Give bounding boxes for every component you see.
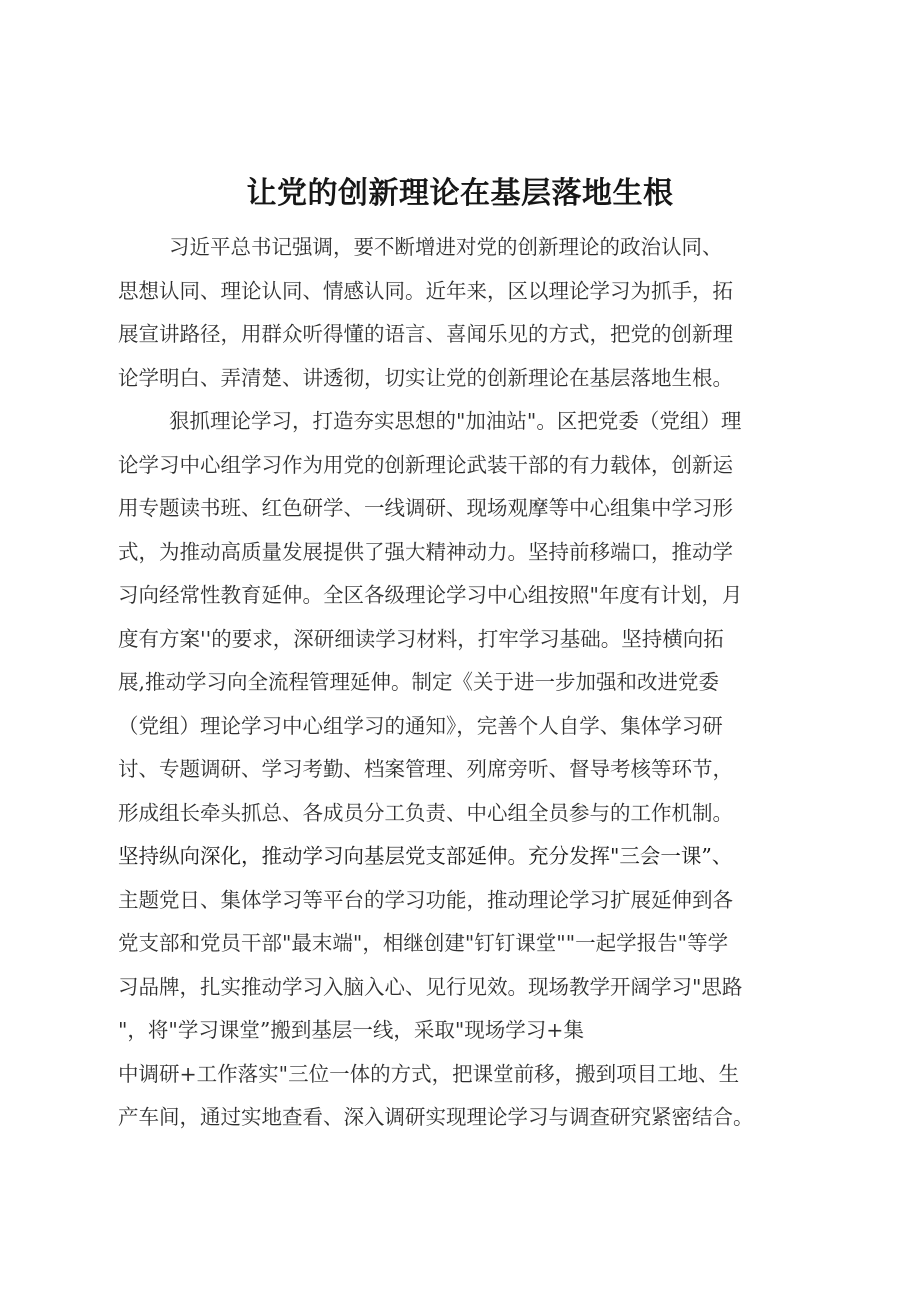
paragraph-2-line-15: "，将"学习课堂”搬到基层一线，采取"现场学习+集 [118, 1018, 584, 1042]
paragraph-2-line-16: 中调研+工作落实"三位一体的方式，把课堂前移，搬到项目工地、生 [118, 1061, 740, 1086]
paragraph-2-line-2: 论学习中心组学习作为用党的创新理论武装干部的有力载体，创新运 [118, 452, 733, 477]
paragraph-2-line-4: 式，为推动高质量发展提供了强大精神动力。坚持前移端口，推动学 [118, 539, 733, 564]
paragraph-2-line-5: 习向经常性教育延伸。全区各级理论学习中心组按照"年度有计划，月 [118, 583, 743, 607]
document-body [118, 226, 830, 1140]
paragraph-2-line-17: 产车间，通过实地查看、深入调研实现理论学习与调查研究紧密结合。 [118, 1105, 754, 1129]
paragraph-1-line-3: 展宣讲路径，用群众听得懂的语言、喜闻乐见的方式，把党的创新理 [118, 322, 733, 346]
paragraph-1-line-2: 思想认同、理论认同、情感认同。近年来，区以理论学习为抓手，拓 [118, 278, 733, 303]
paragraph-1-line-4: 论学明白、弄清楚、讲透彻，切实让党的创新理论在基层落地生根。 [118, 365, 733, 390]
paragraph-2-line-11: 坚持纵向深化，推动学习向基层党支部延伸。充分发挥"三会一课”、 [118, 844, 733, 868]
paragraph-2-line-9: 讨、专题调研、学习考勤、档案管理、列席旁听、督导考核等环节， [118, 757, 733, 781]
paragraph-1-line-1: 习近平总书记强调，要不断增进对党的创新理论的政治认同、 [169, 235, 723, 259]
paragraph-2-line-1: 狠抓理论学习，打造夯实思想的"加油站"。区把党委（党组）理 [169, 409, 742, 433]
paragraph-2-line-8: （党组）理论学习中心组学习的通知》，完善个人自学、集体学习研 [118, 713, 723, 738]
paragraph-2-line-3: 用专题读书班、红色研学、一线调研、现场观摩等中心组集中学习形 [118, 496, 733, 520]
paragraph-2-line-10: 形成组长牵头抓总、各成员分工负责、中心组全员参与的工作机制。 [118, 800, 733, 825]
paragraph-2-line-13: 党支部和党员干部"最末端"，相继创建"钉钉课堂""一起学报告"等学 [118, 931, 729, 955]
paragraph-2-line-7: 展,推动学习向全流程管理延伸。制定《关于进一步加强和改进党委 [118, 670, 720, 694]
paragraph-2-line-12: 主题党日、集体学习等平台的学习功能，推动理论学习扩展延伸到各 [118, 887, 733, 912]
paragraph-2-line-6: 度有方案''的要求，深研细读学习材料，打牢学习基础。坚持横向拓 [118, 626, 724, 651]
paragraph-2-line-14: 习品牌，扎实推动学习入脑入心、见行见效。现场教学开阔学习"思路 [118, 974, 743, 999]
document-title: 让党的创新理论在基层落地生根 [246, 176, 674, 211]
